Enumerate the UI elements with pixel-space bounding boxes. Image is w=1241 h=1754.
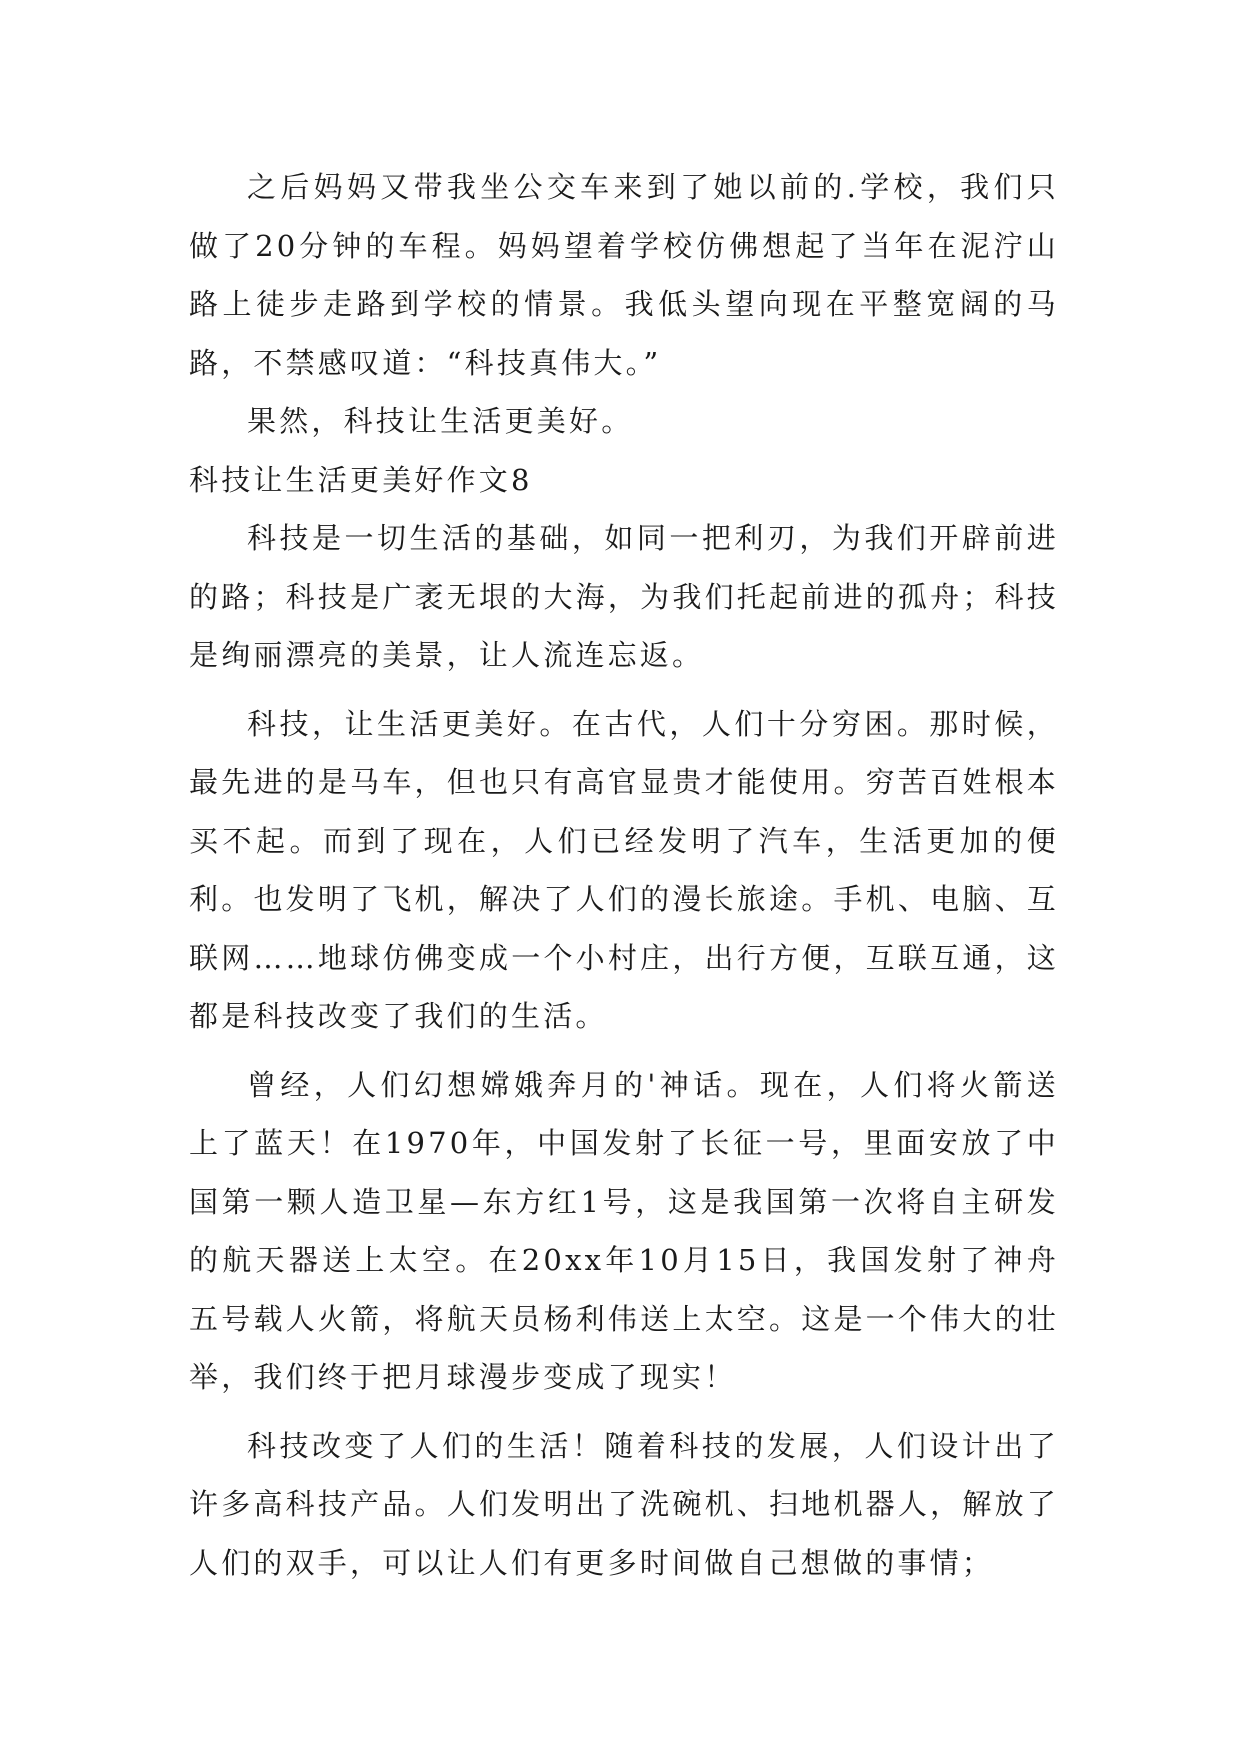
paragraph-ancient-modern: 科技，让生活更美好。在古代，人们十分穷困。那时候，最先进的是马车，但也只有高官显贵才能使用。穷苦百姓根本买不起。而到了现在，人们已经发明了汽车，生活更加的便利。也发明了飞机，解决了人们的漫长旅途。手机、电脑、互联网……地球仿佛变成一个小村庄，出行方便，互联互通，这都是科技改变了我们的生活。 bbox=[189, 706, 1059, 1033]
paragraph-foundation: 科技是一切生活的基础，如同一把利刃，为我们开辟前进的路；科技是广袤无垠的大海，为我们托起前进的孤舟；科技是绚丽漂亮的美景，让人流连忘返。 bbox=[189, 521, 1059, 672]
paragraph-space: 曾经，人们幻想嫦娥奔月的'神话。现在，人们将火箭送上了蓝天！在1970年，中国发射了长征一号，里面安放了中国第一颗人造卫星—东方红1号，这是我国第一次将自主研发的航天器送上太空。在20xx年10月15日，我国发射了神舟五号载人火箭，将航天员杨利伟送上太空。这是一个伟大的壮举，我们终于把月球漫步变成了现实！ bbox=[189, 1067, 1059, 1394]
paragraph-conclusion: 果然，科技让生活更美好。 bbox=[247, 404, 634, 438]
paragraph-products: 科技改变了人们的生活！随着科技的发展，人们设计出了许多高科技产品。人们发明出了洗碗机、扫地机器人，解放了人们的双手，可以让人们有更多时间做自己想做的事情； bbox=[189, 1428, 1059, 1580]
document-body bbox=[189, 158, 1059, 1592]
essay-title: 科技让生活更美好作文8 bbox=[189, 462, 533, 497]
paragraph-school-trip: 之后妈妈又带我坐公交车来到了她以前的.学校，我们只做了20分钟的车程。妈妈望着学校仿佛想起了当年在泥泞山路上徒步走路到学校的情景。我低头望向现在平整宽阔的马路，不禁感叹道：“科技真伟大。” bbox=[189, 170, 1059, 380]
